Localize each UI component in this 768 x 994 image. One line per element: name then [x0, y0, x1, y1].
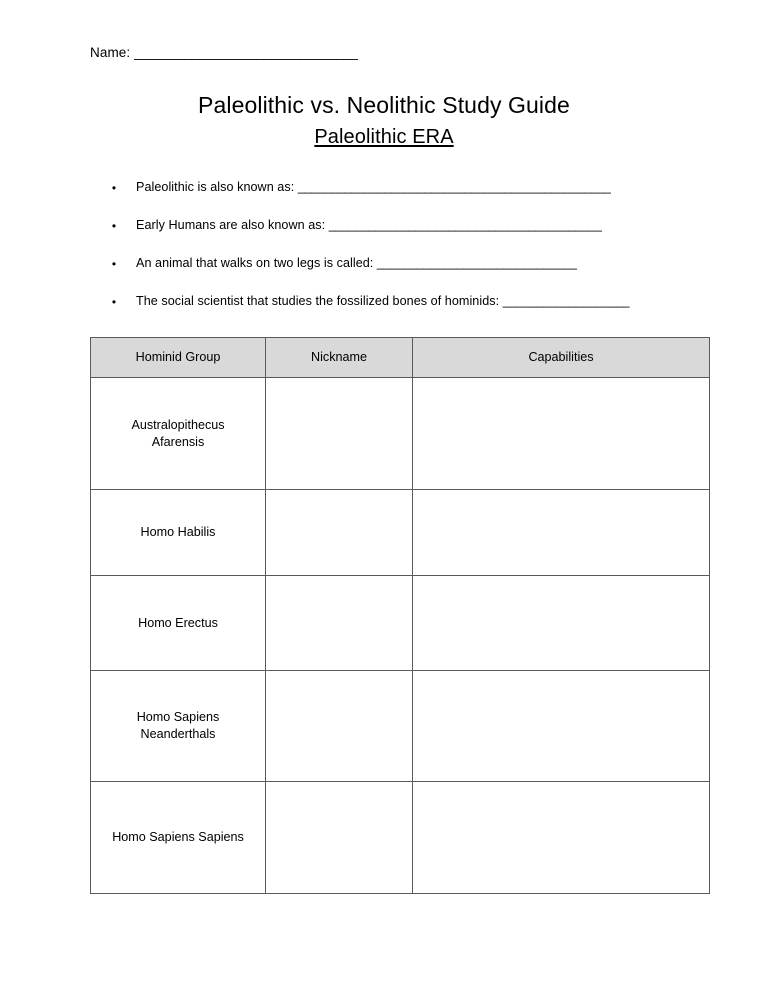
answer-blank-line[interactable]: _________________________________________: [328, 218, 602, 232]
question-text: Paleolithic is also known as:: [136, 180, 295, 194]
name-field: [90, 44, 358, 62]
answer-blank-line[interactable]: ___________________: [502, 294, 630, 308]
question-line: [136, 179, 611, 196]
hominid-table: [90, 337, 710, 894]
cell-capabilities[interactable]: [413, 490, 710, 576]
hominid-group-line-1: Homo Habilis: [140, 525, 216, 539]
question-list: [0, 179, 768, 331]
table-body: [91, 378, 710, 894]
name-label: Name:: [90, 45, 131, 60]
table-row: [91, 576, 710, 671]
hominid-group-line-1: Australopithecus: [131, 417, 225, 432]
cell-nickname[interactable]: [266, 576, 413, 671]
hominid-group-line-1: Homo Sapiens: [136, 710, 220, 724]
cell-hominid-group: [91, 782, 266, 894]
table-row: [91, 490, 710, 576]
cell-capabilities[interactable]: [413, 671, 710, 782]
list-item: [0, 217, 768, 255]
page-subtitle: [0, 124, 768, 150]
cell-capabilities[interactable]: [413, 782, 710, 894]
question-text: The social scientist that studies the fossilized bones of hominids:: [136, 294, 500, 308]
cell-capabilities[interactable]: [413, 576, 710, 671]
question-text: Early Humans are also known as:: [136, 218, 326, 232]
question-line: [136, 255, 577, 272]
column-header-capabilities: Capabilities: [413, 338, 710, 378]
cell-nickname[interactable]: [266, 490, 413, 576]
bullet-icon: •: [111, 295, 117, 309]
table-header-row: [91, 338, 710, 378]
page-title: Paleolithic vs. Neolithic Study Guide: [198, 92, 570, 118]
cell-hominid-group: [91, 576, 266, 671]
table-row: [91, 671, 710, 782]
question-text: An animal that walks on two legs is called:: [136, 256, 374, 270]
hominid-group-line-1: Homo Sapiens Sapiens: [112, 830, 244, 844]
list-item: [0, 255, 768, 293]
list-item: [0, 293, 768, 331]
column-header-hominid-group: Hominid Group: [91, 338, 266, 378]
bullet-icon: •: [111, 181, 117, 195]
question-line: [136, 217, 602, 234]
answer-blank-line[interactable]: ______________________________: [376, 256, 577, 270]
table-row: [91, 782, 710, 894]
cell-nickname[interactable]: [266, 782, 413, 894]
cell-hominid-group: [91, 490, 266, 576]
cell-nickname[interactable]: [266, 378, 413, 490]
bullet-icon: •: [111, 219, 117, 233]
hominid-group-line-1: Homo Erectus: [138, 615, 218, 630]
table-header: [91, 338, 710, 378]
answer-blank-line[interactable]: _______________________________________________: [297, 180, 611, 194]
table-row: [91, 378, 710, 490]
list-item: [0, 179, 768, 217]
name-blank-line[interactable]: _______________________________: [134, 45, 358, 60]
hominid-group-line-2: Afarensis: [151, 434, 205, 449]
column-header-nickname: Nickname: [266, 338, 413, 378]
cell-nickname[interactable]: [266, 671, 413, 782]
hominid-group-line-2: Neanderthals: [140, 727, 216, 741]
bullet-icon: •: [111, 257, 117, 271]
page-subtitle-text: Paleolithic ERA: [314, 126, 454, 148]
question-line: [136, 293, 629, 310]
cell-capabilities[interactable]: [413, 378, 710, 490]
cell-hominid-group: [91, 378, 266, 490]
cell-hominid-group: [91, 671, 266, 782]
